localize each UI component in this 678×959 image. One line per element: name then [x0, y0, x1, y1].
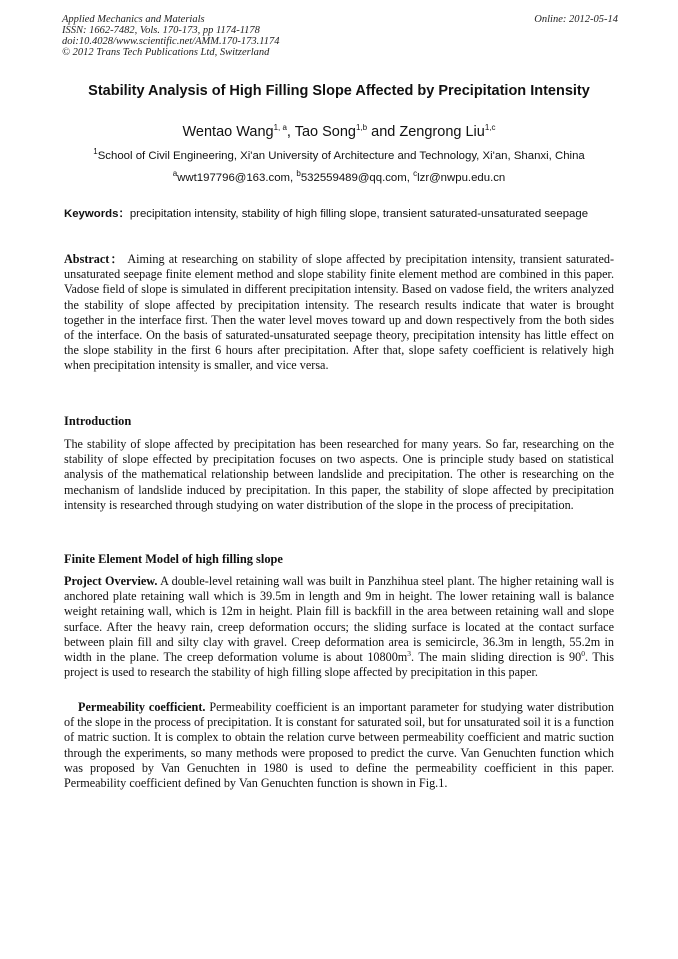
permeability-text: Permeability coefficient is an important parameter for studying water distribution of the slope in the process of precipitation. It is constant for saturated soil, but for unsaturated soil it is a function of matric suction. It is complex to obtain the relation curve between permeability coefficient and matric suction through the experiments, so many methods were proposed to predict the curve. Van Genuchten function which was proposed by Van Genuchten in 1980 is used to define the permeability coefficient in this paper. Permeability coefficient defined by Van Genuchten function is shown in Fig.1.: [64, 700, 615, 791]
email-address: lzr@nwpu.edu.cn: [417, 172, 506, 184]
superscript: 3: [407, 648, 412, 658]
author-list: [64, 124, 614, 140]
superscript: 0: [581, 648, 585, 658]
project-overview-label: Project Overview.: [64, 574, 158, 588]
email-address: 532559489@qq.com,: [300, 172, 414, 184]
introduction-heading: Introduction: [64, 414, 132, 428]
keywords: [64, 207, 614, 222]
fem-section-heading: Finite Element Model of high filling slope: [64, 552, 283, 566]
project-overview-paragraph: [64, 574, 614, 680]
author-name: Wentao Wang: [182, 124, 274, 140]
journal-header: [62, 14, 618, 58]
abstract: [64, 252, 614, 374]
journal-name: Applied Mechanics and Materials: [62, 14, 205, 25]
affiliation: [60, 147, 618, 162]
author-name: Zengrong Liu: [399, 124, 485, 140]
introduction-paragraph: The stability of slope affected by precipitation has been researched for many years. So far, researching on the stability of slope effected by precipitation focuses on two aspects. One is principle study based on statistical analysis of the mathematical relationship between landslide and precipitation. The other is researching on the mechanism of landslide induced by precipitation. In this paper, the stability of slope affected by precipitation intensity is researched through studying on water distribution of the slope in the process of precipitation.: [64, 437, 614, 512]
email-mark: c: [413, 169, 418, 179]
copyright-line: © 2012 Trans Tech Publications Ltd, Switzerland: [62, 47, 270, 58]
keywords-text: precipitation intensity, stability of high filling slope, transient saturated-unsaturated seepage: [129, 208, 589, 220]
abstract-label: Abstract：: [64, 252, 124, 266]
doi-line: doi:10.4028/www.scientific.net/AMM.170-173.1174: [62, 36, 280, 47]
keywords-label: Keywords：: [64, 208, 130, 220]
author-affiliation-mark: 1,c: [484, 123, 496, 133]
permeability-label: Permeability coefficient.: [78, 700, 206, 714]
email-list: [64, 169, 614, 184]
author-affiliation-mark: 1, a: [273, 123, 287, 133]
author-separator: ,: [286, 124, 295, 140]
abstract-text: Aiming at researching on stability of slope affected by precipitation intensity, transient saturated-unsaturated seepage finite element method and slope stability finite element method are combined in this paper. Vadose field of slope is simulated in different precipitation intensity. Based on vadose field, the writers analyzed the stability of slope affected by precipitation intensity. The research results indicate that water is brought together in the interface first. Then the water level moves toward up and down respectively from the both sides of the interface. On the basis of saturated-unsaturated seepage theory, precipitation intensity has little effect on the slope stability in the first 6 hours after precipitation. After that, slope safety coefficient is relatively high when precipitation intensity is smaller, and vice versa.: [64, 252, 615, 373]
email-mark: b: [296, 169, 301, 179]
email-address: wwt197796@163.com,: [177, 172, 297, 184]
issn-line: ISSN: 1662-7482, Vols. 170-173, pp 1174-1178: [62, 25, 260, 36]
email-mark: a: [172, 169, 178, 179]
project-overview-text: . The main sliding direction is 90: [411, 650, 582, 665]
author-affiliation-mark: 1,b: [356, 123, 368, 133]
project-overview-text: . This project is used to research the stability of high filling slope affected by precipitation in this paper.: [64, 650, 614, 680]
author-separator: and: [367, 124, 400, 140]
author-name: Tao Song: [294, 124, 356, 140]
project-overview-text: A double-level retaining wall was built in Panzhihua steel plant. The higher retaining wall is anchored plate retaining wall which is 39.5m in length and 9m in height. The lower retaining wall is balance weight retaining wall, which is 12m in height. Plain fill is backfill in the area between retaining wall and slope surface. After the heavy rain, creep deformation occurs; the sliding surface is located at the contact surface between plain fill and silty clay with gravel. Creep deformation area is semicircle, 36.3m in length, 55.2m in width in the plane. The creep deformation volume is about 10800m: [64, 574, 614, 665]
online-date: Online: 2012-05-14: [534, 14, 618, 25]
permeability-paragraph: [64, 700, 614, 791]
affiliation-mark: 1: [93, 147, 98, 157]
paper-title: Stability Analysis of High Filling Slope Affected by Precipitation Intensity: [88, 83, 590, 99]
affiliation-text: School of Civil Engineering, Xi'an University of Architecture and Technology, Xi'an, Shanxi, China: [97, 150, 585, 162]
